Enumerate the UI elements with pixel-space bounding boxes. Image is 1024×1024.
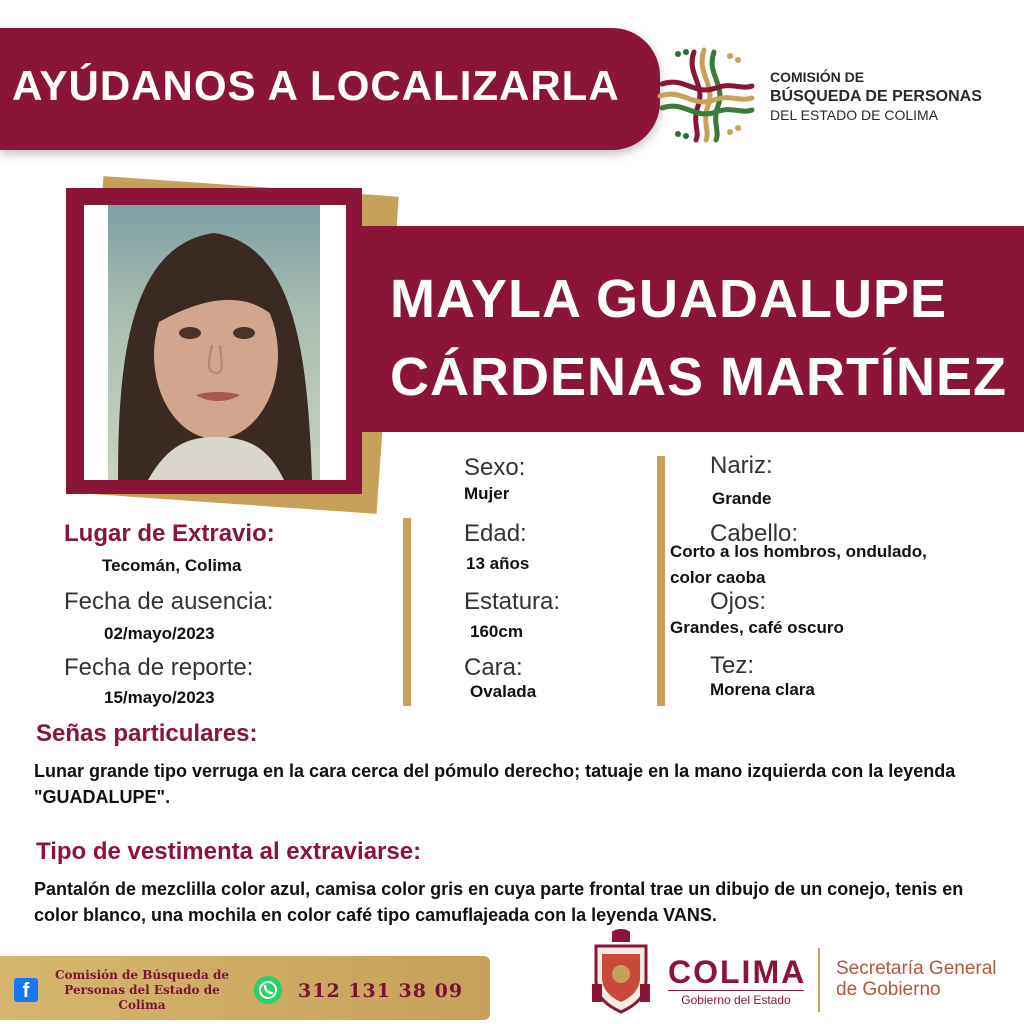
header-title: AYÚDANOS A LOCALIZARLA <box>12 62 620 109</box>
lugar-value: Tecomán, Colima <box>102 556 242 575</box>
divider-right <box>657 456 665 706</box>
ausencia-value: 02/mayo/2023 <box>104 624 215 643</box>
cara-label: Cara: <box>464 654 523 681</box>
cabello-label: Cabello: <box>710 520 799 547</box>
commission-name-line2: BÚSQUEDA DE PERSONAS <box>770 88 982 105</box>
facebook-icon[interactable]: f <box>14 978 38 1002</box>
senas-title: Señas particulares: <box>36 720 258 747</box>
vestimenta-title: Tipo de vestimenta al extraviarse: <box>36 838 422 865</box>
edad-label: Edad: <box>464 520 527 547</box>
commission-name-line3: DEL ESTADO DE COLIMA <box>770 107 939 123</box>
nariz-value: Grande <box>712 489 772 508</box>
colima-wordmark: COLIMA <box>668 954 807 990</box>
commission-logo <box>656 44 756 144</box>
secretaria-line1: Secretaría General <box>836 958 997 979</box>
sexo-value: Mujer <box>464 484 510 503</box>
sexo-label: Sexo: <box>464 454 526 481</box>
cabello-value-line2: color caoba <box>670 568 766 587</box>
nariz-label: Nariz: <box>710 452 773 479</box>
lugar-label: Lugar de Extravio: <box>64 520 275 547</box>
commission-name <box>770 68 982 125</box>
colima-subtitle: Gobierno del Estado <box>668 990 804 1007</box>
secretaria-line2: de Gobierno <box>836 979 941 1000</box>
secretaria-name <box>836 958 997 1000</box>
cara-value: Ovalada <box>470 682 537 701</box>
reporte-label: Fecha de reporte: <box>64 654 254 681</box>
reporte-value: 15/mayo/2023 <box>104 688 215 707</box>
footer-divider <box>818 948 820 1012</box>
phone-number[interactable]: 312 131 38 09 <box>298 980 464 1002</box>
senas-body: Lunar grande tipo verruga en la cara cerca del pómulo derecho; tatuaje en la mano izquierda con la leyenda "GUADALUPE". <box>34 761 956 807</box>
person-name-line2: CÁRDENAS MARTÍNEZ <box>390 347 1007 407</box>
ojos-label: Ojos: <box>710 588 767 615</box>
tez-label: Tez: <box>710 652 755 679</box>
whatsapp-icon[interactable] <box>254 976 282 1004</box>
ausencia-label: Fecha de ausencia: <box>64 588 274 615</box>
tez-value: Morena clara <box>710 680 815 699</box>
person-name-line1: MAYLA GUADALUPE <box>390 269 948 329</box>
ojos-value: Grandes, café oscuro <box>670 618 844 637</box>
colima-coat-of-arms-icon <box>588 928 654 1014</box>
divider-left <box>403 518 411 706</box>
estatura-label: Estatura: <box>464 588 561 615</box>
commission-name-line1: COMISIÓN DE <box>770 69 865 85</box>
edad-value: 13 años <box>466 554 530 573</box>
facebook-page-name[interactable]: Comisión de Búsqueda de Personas del Estado de Colima <box>55 968 229 1012</box>
estatura-value: 160cm <box>470 622 523 641</box>
missing-person-photo <box>108 205 320 480</box>
vestimenta-body: Pantalón de mezclilla color azul, camisa color gris en cuya parte frontal trae un dibujo de un conejo, tenis en color blanco, una mochila en color café tipo camuflajeada con la leyenda VANS. <box>34 879 964 925</box>
cabello-value-line1: Corto a los hombros, ondulado, <box>670 542 927 561</box>
